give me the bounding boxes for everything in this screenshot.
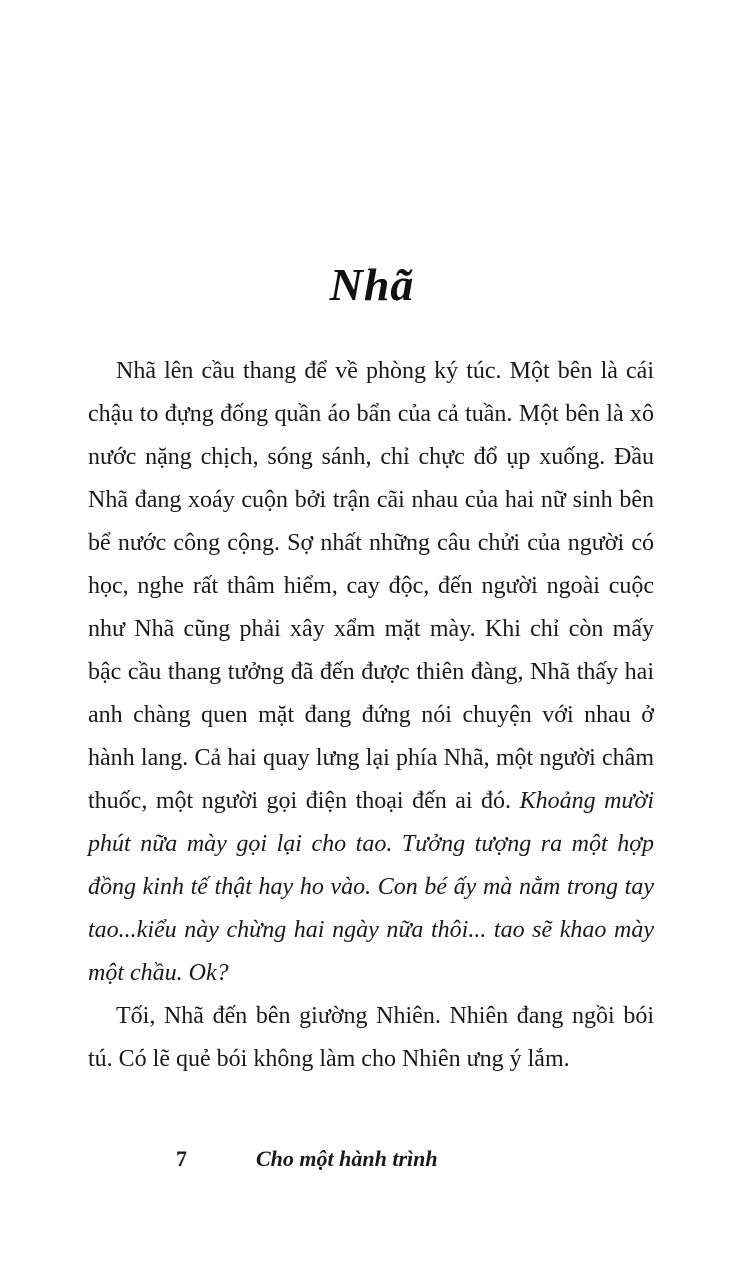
bleed-through-text <box>100 92 720 212</box>
body-text <box>88 350 654 1081</box>
running-book-title: Cho một hành trình <box>256 1146 438 1171</box>
chapter-title: Nhã <box>329 259 415 310</box>
paragraph-text: Tối, Nhã đến bên giường Nhiên. Nhiên đang ngồi bói tú. Có lẽ quẻ bói không làm cho Nhiên ưng ý lắm. <box>88 1003 654 1072</box>
paragraph <box>88 995 654 1081</box>
page-number: 7 <box>176 1146 187 1171</box>
page-footer <box>0 1146 744 1186</box>
paragraph-text: Nhã lên cầu thang để về phòng ký túc. Một bên là cái chậu to đựng đống quần áo bẩn của cả tuần. Một bên là xô nước nặng chịch, sóng sánh, chỉ chực đổ ụp xuống. Đầu Nhã đang xoáy cuộn bởi trận cãi nhau của hai nữ sinh bên bể nước công cộng. Sợ nhất những câu chửi của người có học, nghe rất thâm hiểm, cay độc, đến người ngoài cuộc như Nhã cũng phải xây xẩm mặt mày. Khi chỉ còn mấy bậc cầu thang tưởng đã đến được thiên đàng, Nhã thấy hai anh chàng quen mặt đang đứng nói chuyện với nhau ở hành lang. Cả hai quay lưng lại phía Nhã, một người châm thuốc, một người gọi điện thoại đến ai đó. <box>88 358 654 814</box>
paragraph-italic-text: Khoảng mười phút nữa mày gọi lại cho tao. Tưởng tượng ra một hợp đồng kinh tế thật hay ho vào. Con bé ấy mà nằm trong tay tao...kiểu này chừng hai ngày nữa thôi... tao sẽ khao mày một chầu. Ok? <box>88 788 654 986</box>
paragraph <box>88 350 654 995</box>
